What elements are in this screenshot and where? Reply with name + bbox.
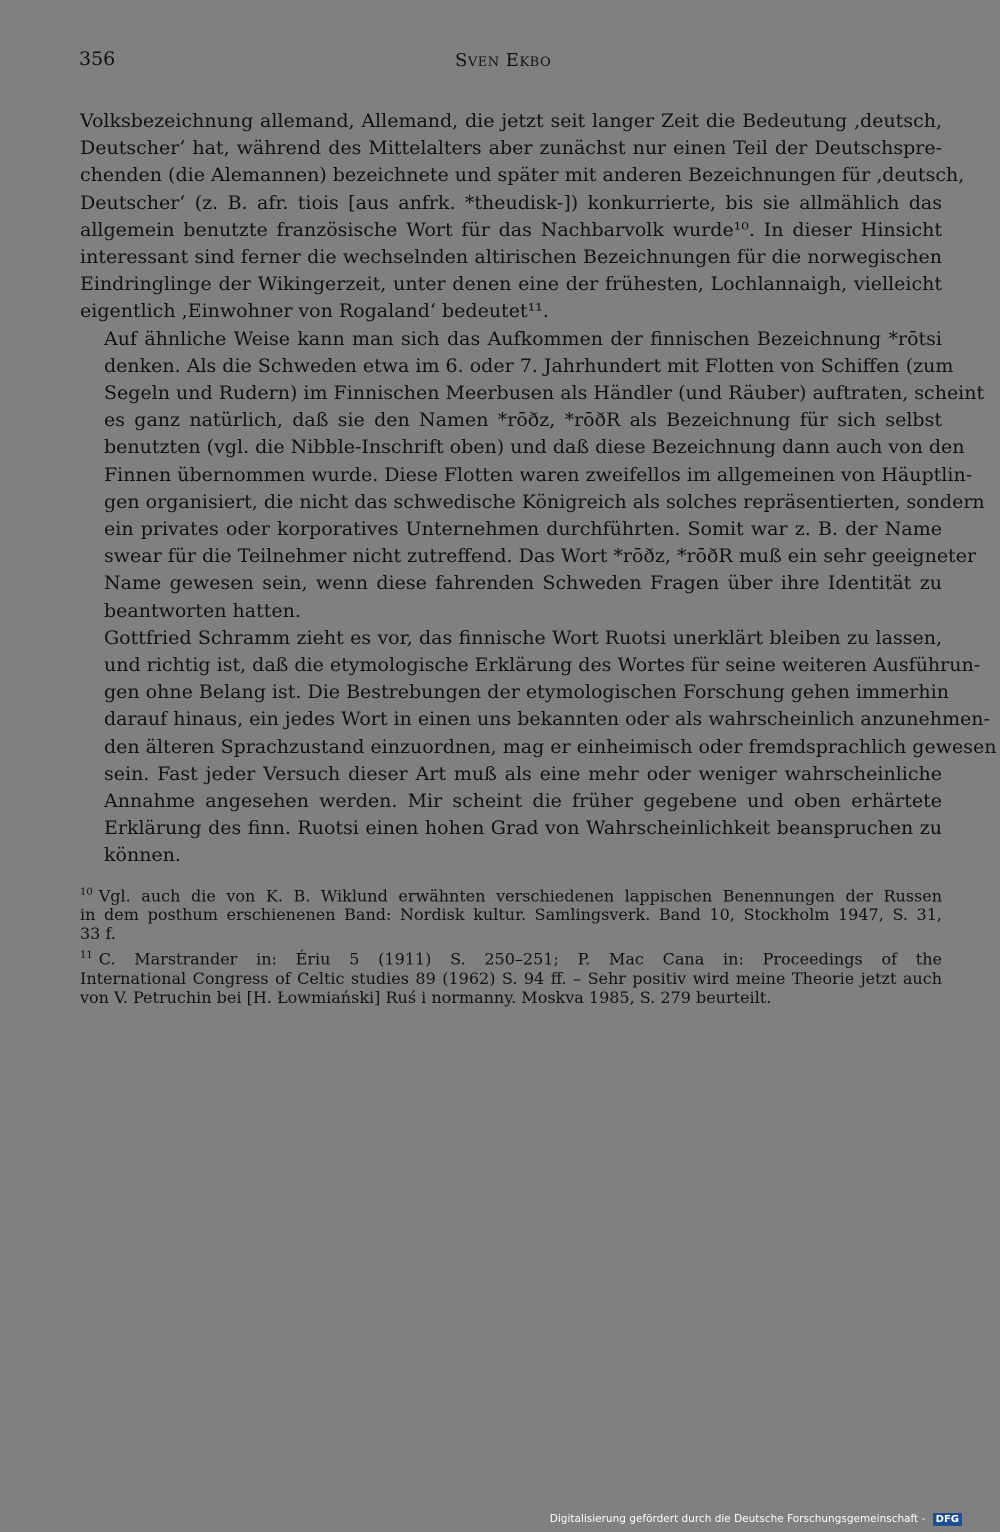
text-line: eigentlich ‚Einwohner von Rogaland‘ bedeutet¹¹. <box>80 300 549 323</box>
text-line: sein. Fast jeder Versuch dieser Art muß als eine mehr oder weniger wahrscheinliche <box>104 762 942 785</box>
paragraph <box>80 326 985 625</box>
footnote-line: in dem posthum erschienenen Band: Nordisk kultur. Samlingsverk. Band 10, Stockholm 1947, S. 31, <box>80 905 942 925</box>
footnote-text: Vgl. auch die von K. B. Wiklund erwähnten verschiedenen lappischen Benennungen der Russen <box>98 886 942 906</box>
text-line: denken. Als die Schweden etwa im 6. oder 7. Jahrhundert mit Flotten von Schiffen (zum <box>104 354 954 377</box>
footnote-number: 10 <box>80 887 93 898</box>
text-line: swear für die Teilnehmer nicht zutreffend. Das Wort *rōðz, *rōðR muß ein sehr geeigneter <box>104 545 977 568</box>
text-line: Auf ähnliche Weise kann man sich das Aufkommen der finnischen Bezeichnung *rōtsi <box>104 327 942 350</box>
text-line: darauf hinaus, ein jedes Wort in einen uns bekannten oder als wahrscheinlich anzunehmen- <box>104 708 990 731</box>
dfg-logo: DFG <box>933 1513 962 1526</box>
paragraph <box>80 108 965 326</box>
text-line: Name gewesen sein, wenn diese fahrenden Schweden Fragen über ihre Identität zu <box>104 572 942 595</box>
footnote-line: International Congress of Celtic studies 89 (1962) S. 94 ff. – Sehr positiv wird meine Theorie jetzt auch <box>80 968 942 988</box>
footnote <box>80 883 942 943</box>
text-line: und richtig ist, daß die etymologische Erklärung des Wortes für seine weiteren Ausführun- <box>104 654 981 677</box>
footnote-text: C. Marstrander in: Ériu 5 (1911) S. 250–251; P. Mac Cana in: Proceedings of the <box>98 949 942 969</box>
text-line: allgemein benutzte französische Wort für das Nachbarvolk wurde¹⁰. In dieser Hinsicht <box>80 218 942 241</box>
text-line: benutzten (vgl. die Nibble-Inschrift oben) und daß diese Bezeichnung dann auch von den <box>104 436 965 459</box>
page-number: 356 <box>79 48 116 70</box>
text-line: gen organisiert, die nicht das schwedische Königreich als solches repräsentierten, sondern <box>104 490 985 513</box>
paragraph <box>80 625 997 870</box>
text-line: Deutscher‘ (z. B. afr. tiois [aus anfrk. *theudisk-]) konkurrierte, bis sie allmählich das <box>80 191 942 214</box>
footnote-line: von V. Petruchin bei [H. Łowmiański] Ruś i normanny. Moskva 1985, S. 279 beurteilt. <box>80 987 772 1007</box>
footnote-line <box>80 946 942 968</box>
text-line: den älteren Sprachzustand einzuordnen, mag er einheimisch oder fremdsprachlich gewesen <box>104 735 997 758</box>
text-line: chenden (die Alemannen) bezeichnete und später mit anderen Bezeichnungen für ‚deutsch, <box>80 164 965 187</box>
running-head-author: Sven Ekbo <box>455 50 552 71</box>
text-line: es ganz natürlich, daß sie den Namen *rōðz, *rōðR als Bezeichnung für sich selbst <box>104 409 942 432</box>
digitization-credit <box>550 1513 962 1526</box>
footnote-line <box>80 883 942 905</box>
credit-text: Digitalisierung gefördert durch die Deutsche Forschungsgemeinschaft - <box>549 1513 926 1525</box>
text-line: Volksbezeichnung allemand, Allemand, die jetzt seit langer Zeit die Bedeutung ‚deutsch, <box>80 110 942 132</box>
text-line: Gottfried Schramm zieht es vor, das finnische Wort Ruotsi unerklärt bleiben zu lassen, <box>104 626 942 649</box>
text-line: gen ohne Belang ist. Die Bestrebungen der etymologischen Forschung gehen immerhin <box>104 681 949 704</box>
text-line: Deutscher‘ hat, während des Mittelalters aber zunächst nur einen Teil der Deutschspre- <box>80 137 942 160</box>
text-line: Eindringlinge der Wikingerzeit, unter denen eine der frühesten, Lochlannaigh, vielleicht <box>80 273 942 296</box>
text-line: Erklärung des finn. Ruotsi einen hohen Grad von Wahrscheinlichkeit beanspruchen zu <box>104 817 942 840</box>
text-line: Finnen übernommen wurde. Diese Flotten waren zweifellos im allgemeinen von Häuptlin- <box>104 463 973 486</box>
text-line: ein privates oder korporatives Unternehmen durchführten. Somit war z. B. der Name <box>104 518 942 541</box>
footnote-line: 33 f. <box>80 924 116 944</box>
footnote <box>80 946 942 1006</box>
text-line: Annahme angesehen werden. Mir scheint die früher gegebene und oben erhärtete <box>104 790 942 813</box>
footnotes <box>80 883 942 1010</box>
footnote-number: 11 <box>80 950 93 962</box>
text-line: Segeln und Rudern) im Finnischen Meerbusen als Händler (und Räuber) auftraten, scheint <box>104 382 985 405</box>
body-text <box>80 108 997 870</box>
text-line: interessant sind ferner die wechselnden altirischen Bezeichnungen für die norwegischen <box>80 246 942 269</box>
text-line: beantworten hatten. <box>104 599 301 622</box>
text-line: können. <box>104 844 181 867</box>
